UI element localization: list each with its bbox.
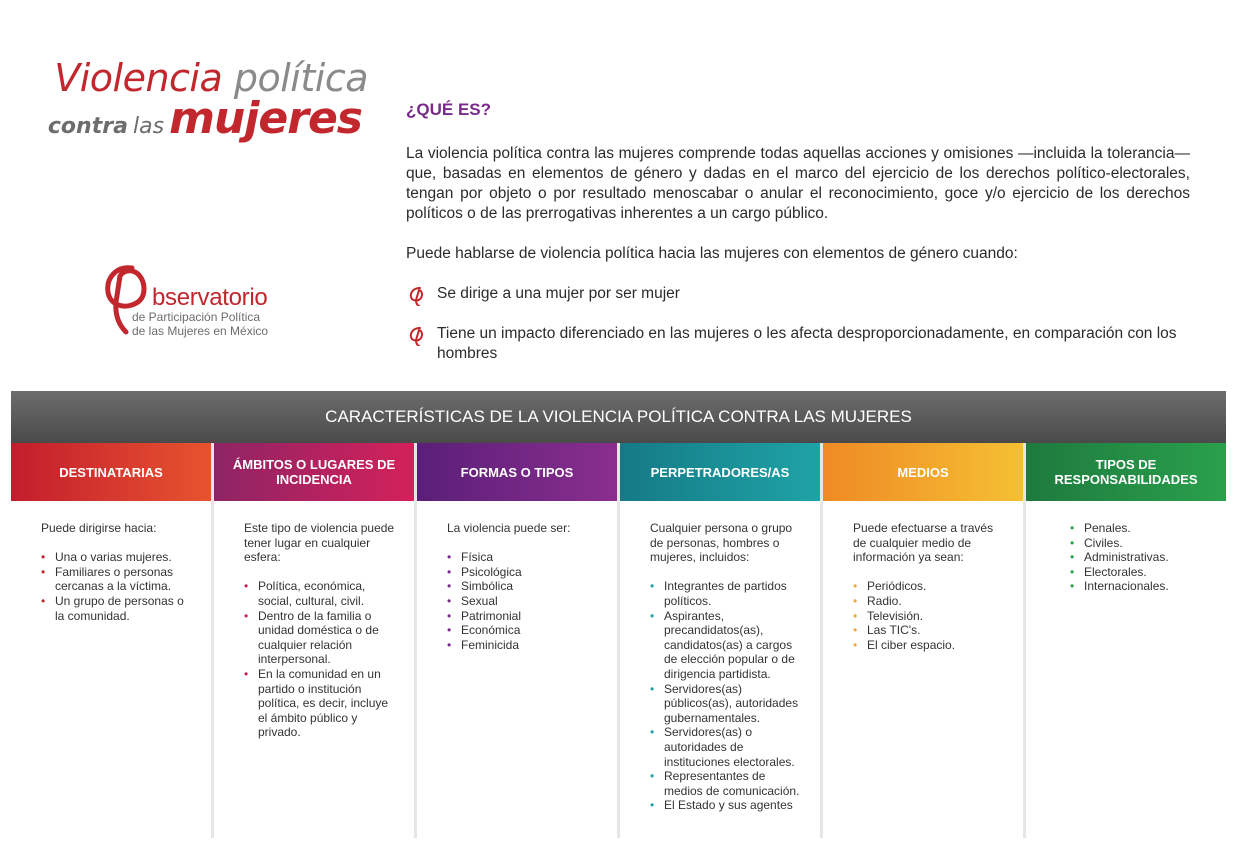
column-intro: Puede dirigirse hacia: xyxy=(41,521,157,535)
title-word-las: las xyxy=(133,114,165,139)
characteristics-table xyxy=(11,443,1226,838)
column-body xyxy=(1026,501,1226,594)
column-body xyxy=(417,501,617,652)
list-item: • Electorales. xyxy=(1070,565,1208,580)
column-list xyxy=(853,579,1005,652)
list-item: • Las TIC's. xyxy=(853,623,1005,638)
list-item: • Económica xyxy=(447,623,599,638)
list-item: • Familiares o personas cercanas a la víctima. xyxy=(41,565,193,594)
column-ambitos xyxy=(214,443,417,838)
column-list xyxy=(41,550,193,623)
list-item: • Dentro de la familia o unidad doméstica o de cualquier relación interpersonal. xyxy=(244,609,396,667)
list-item: • Representantes de medios de comunicación. xyxy=(650,769,802,798)
column-heading: MEDIOS xyxy=(823,443,1023,501)
list-item: • Política, económica, social, cultural, civil. xyxy=(244,579,396,608)
column-list xyxy=(650,579,802,813)
question-heading: ¿QUÉ ES? xyxy=(406,100,492,119)
title-word-violencia: Violencia xyxy=(54,56,223,100)
list-item: • Patrimonial xyxy=(447,609,599,624)
main-title xyxy=(28,56,368,151)
column-list xyxy=(1070,521,1208,594)
title-word-contra: contra xyxy=(47,114,128,139)
column-intro: Este tipo de violencia puede tener lugar en cualquier esfera: xyxy=(244,521,395,565)
column-intro: Cualquier persona o grupo de personas, hombres o mujeres, incluidos: xyxy=(650,521,793,565)
condition-text: Tiene un impacto diferenciado en las mujeres o les afecta desproporcionadamente, en comparación con los hombres xyxy=(437,325,1177,362)
list-item: • En la comunidad en un partido o institución política, es decir, incluye el ámbito público y privado. xyxy=(244,667,396,740)
column-formas xyxy=(417,443,620,838)
list-item: • Una o varias mujeres. xyxy=(41,550,193,565)
observatorio-subtitle-1: de Participación Política xyxy=(132,310,261,324)
observatorio-word: bservatorio xyxy=(152,284,268,311)
column-perpetradores xyxy=(620,443,823,838)
observatorio-subtitle-2: de las Mujeres en México xyxy=(132,324,269,338)
list-item: • El Estado y sus agentes xyxy=(650,798,802,813)
list-item: • Periódicos. xyxy=(853,579,1005,594)
table-banner: CARACTERÍSTICAS DE LA VIOLENCIA POLÍTICA CONTRA LAS MUJERES xyxy=(11,391,1226,443)
column-body xyxy=(620,501,820,813)
intro-section xyxy=(406,100,1190,384)
conditions-paragraph: Puede hablarse de violencia política hacia las mujeres con elementos de género cuando: xyxy=(406,245,1018,262)
column-medios xyxy=(823,443,1026,838)
list-item: • Simbólica xyxy=(447,579,599,594)
observatorio-logo xyxy=(102,262,302,342)
list-item: • Radio. xyxy=(853,594,1005,609)
column-body xyxy=(11,501,211,623)
column-intro: La violencia puede ser: xyxy=(447,521,571,535)
list-item: • Un grupo de personas o la comunidad. xyxy=(41,594,193,623)
list-item: • Psicológica xyxy=(447,565,599,580)
list-item: • Civiles. xyxy=(1070,536,1208,551)
column-body xyxy=(214,501,414,740)
column-list xyxy=(244,579,396,740)
condition-item xyxy=(406,324,1190,364)
list-item: • El ciber espacio. xyxy=(853,638,1005,653)
column-responsabilidades xyxy=(1026,443,1226,838)
list-item: • Aspirantes, precandidatos(as), candidatos(as) a cargos de elección popular o de dirigencia partidista. xyxy=(650,609,802,682)
condition-item xyxy=(406,284,1190,304)
list-item: • Televisión. xyxy=(853,609,1005,624)
column-destinatarias xyxy=(11,443,214,838)
title-word-mujeres: mujeres xyxy=(169,93,362,144)
list-item: • Sexual xyxy=(447,594,599,609)
observatorio-bullet-icon xyxy=(408,286,428,306)
column-heading: DESTINATARIAS xyxy=(11,443,211,501)
column-list xyxy=(447,550,599,652)
list-item: • Integrantes de partidos políticos. xyxy=(650,579,802,608)
list-item: • Feminicida xyxy=(447,638,599,653)
list-item: • Internacionales. xyxy=(1070,579,1208,594)
list-item: • Servidores(as) públicos(as), autoridades gubernamentales. xyxy=(650,682,802,726)
list-item: • Penales. xyxy=(1070,521,1208,536)
column-heading: FORMAS O TIPOS xyxy=(417,443,617,501)
column-heading: PERPETRADORES/AS xyxy=(620,443,820,501)
condition-text: Se dirige a una mujer por ser mujer xyxy=(437,285,680,302)
title-word-politica: política xyxy=(233,56,368,100)
list-item: • Administrativas. xyxy=(1070,550,1208,565)
title-line-2 xyxy=(28,93,368,151)
definition-paragraph: La violencia política contra las mujeres comprende todas aquellas acciones y omisiones —incluida la tolerancia— que, basadas en elementos de género y dadas en el marco del ejercicio de los derechos político-electorales, tengan por objeto o por resultado menoscabar o anular el reconocimiento, goce y/o ejercicio de los derechos políticos o de las prerrogativas inherentes a un cargo público. xyxy=(406,145,1190,222)
column-heading: ÁMBITOS O LUGARES DE INCIDENCIA xyxy=(214,443,414,501)
observatorio-bullet-icon xyxy=(408,326,428,346)
column-heading: TIPOS DE RESPONSABILIDADES xyxy=(1026,443,1226,501)
list-item: • Servidores(as) o autoridades de instituciones electorales. xyxy=(650,725,802,769)
column-intro: Puede efectuarse a través de cualquier medio de información ya sean: xyxy=(853,521,994,565)
list-item: • Física xyxy=(447,550,599,565)
column-body xyxy=(823,501,1023,652)
